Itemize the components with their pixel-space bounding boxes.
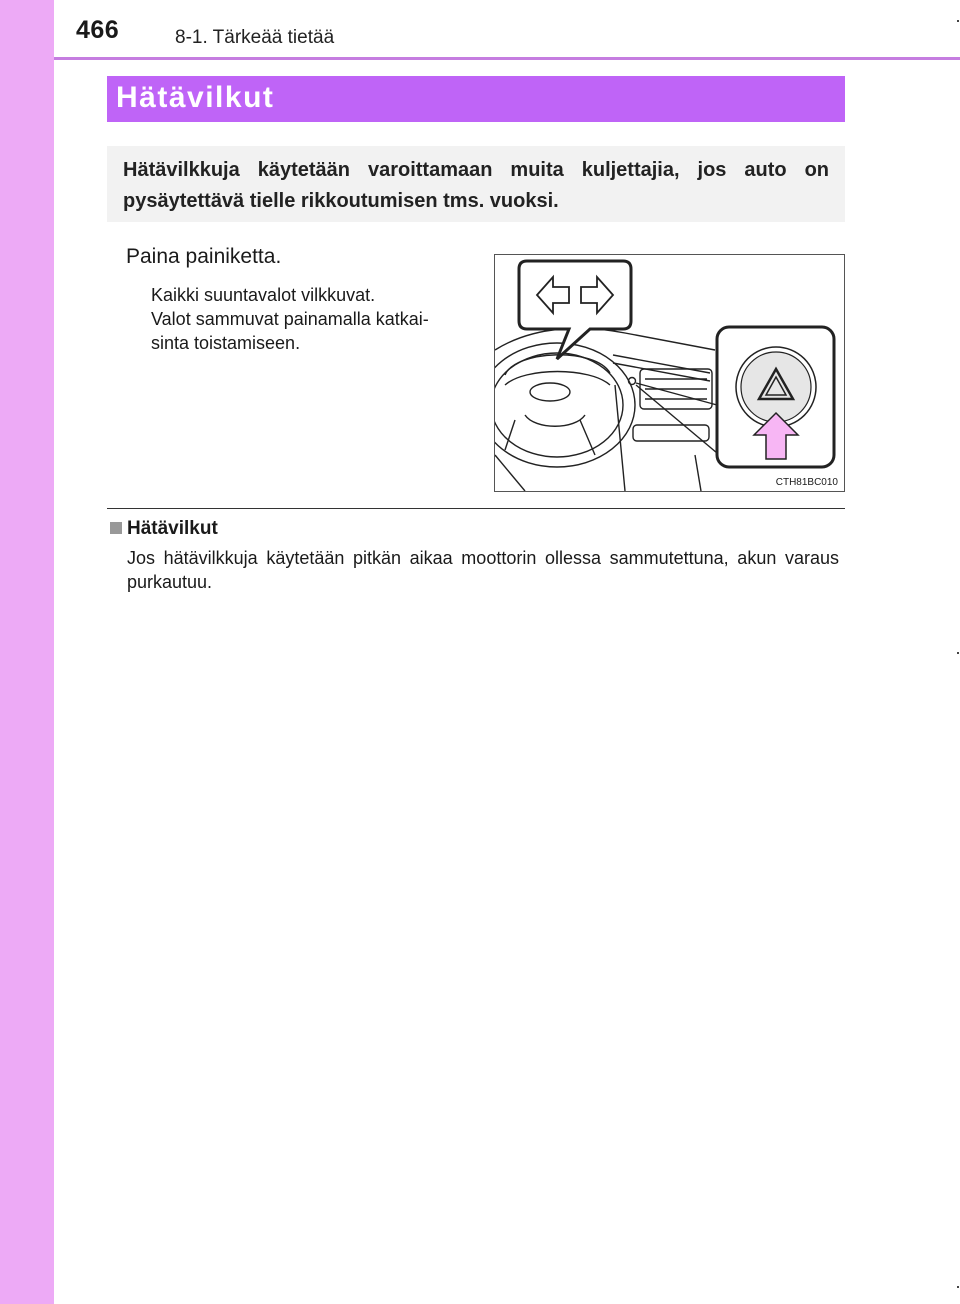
crop-mark xyxy=(957,1286,959,1288)
section-title: Hätävilkut xyxy=(107,76,845,122)
side-band xyxy=(0,0,54,1304)
figure-code: CTH81BC010 xyxy=(775,477,838,488)
step-note: Kaikki suuntavalot vilkkuvat. Valot sammuvat painamalla katkai- sinta toistamiseen. xyxy=(151,285,429,353)
section-label: 8-1. Tärkeää tietää xyxy=(175,27,335,48)
hazard-button-callout xyxy=(717,327,834,467)
page-number: 466 xyxy=(76,16,120,44)
bullet-heading: Hätävilkut xyxy=(127,518,218,539)
bullet-square-icon xyxy=(110,522,122,534)
section-rule xyxy=(107,508,845,509)
dashboard-drawing xyxy=(495,255,844,491)
intro-text: Hätävilkkuja käytetään varoittamaan muita kuljettajia, jos auto on pysäytettävä tielle rikkoutumisen tms. vuoksi. xyxy=(123,159,829,212)
bullet-text: Jos hätävilkkuja käytetään pitkän aikaa moottorin ollessa sammutettuna, akun varaus purkautuu. xyxy=(127,548,839,592)
hazard-switch-illustration xyxy=(494,254,845,492)
header-rule xyxy=(54,57,960,60)
steering-wheel xyxy=(495,343,635,467)
intro-box xyxy=(107,146,845,222)
crop-mark xyxy=(957,20,959,22)
turn-signal-callout xyxy=(519,261,631,359)
step-heading: Paina painiketta. xyxy=(126,245,282,268)
crop-mark xyxy=(957,652,959,654)
